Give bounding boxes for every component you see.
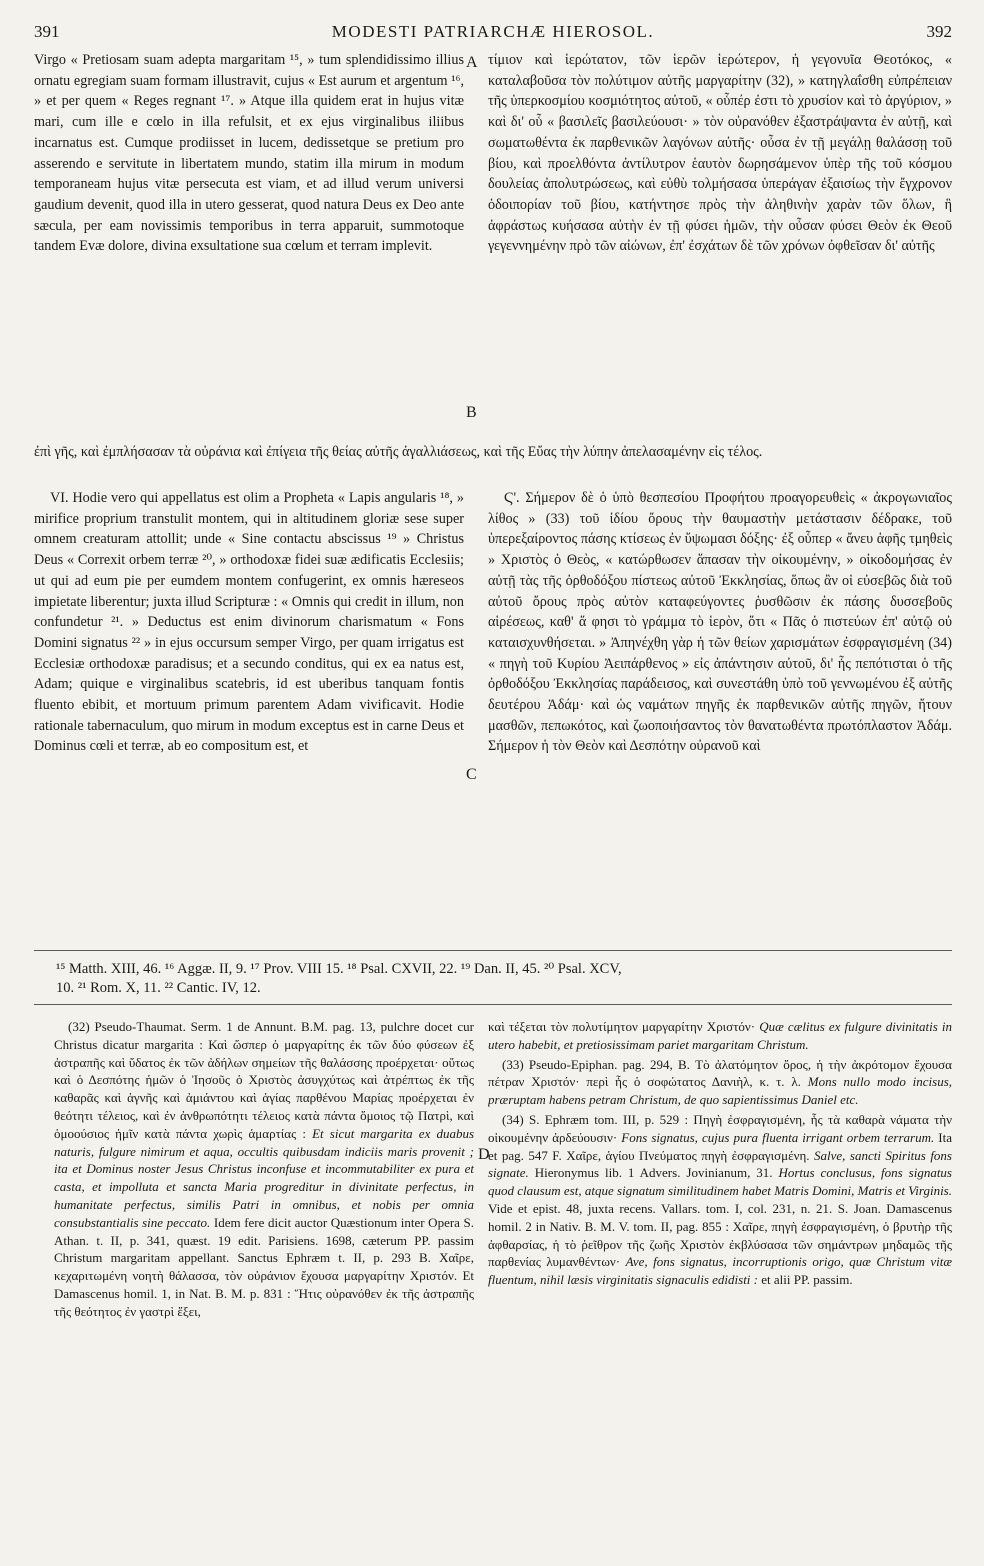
latin-column-mid [34, 488, 464, 940]
running-title: MODESTI PATRIARCHÆ HIEROSOL. [331, 22, 655, 41]
scripture-references [56, 960, 952, 998]
note-32-latin: Et sicut margarita ex duabus naturis, fulgure nimirum et aqua, occultis quibusdam indiciis maris provenit ; ita et Dominus noster Jesus Christus inconfuse et incommutabiliter ex pura et casta, et impolluta et sancta Maria progreditur in divinitate perfectus, in humanitate perfectus, similis Patri in omnibus, et nobis per omnia consubstantialis sine peccato. [54, 1125, 474, 1230]
note-34-latin-3: Hortus conclusus, fons signatus quod clausum est, atque signatum similitudinem habet Matris Domini, Matris et Virginis. [488, 1165, 952, 1199]
page-number-right: 392 [926, 22, 952, 41]
note-32 [54, 1018, 474, 1321]
scripture-refs-line-2: 10. ²¹ Rom. X, 11. ²² Cantic. IV, 12. [56, 980, 261, 996]
note-32-right-latin: Quæ cælitus ex fulgure divinitatis in utero habebit, et pretiosissimam pariet margaritam Christum. [488, 1019, 952, 1052]
note-34-end: et alii PP. passim. [761, 1272, 853, 1288]
page-number-left: 391 [34, 22, 60, 41]
greek-paragraph-6: Ϛ'. Σήμερον δὲ ὁ ὑπὸ θεσπεσίου Προφήτου προαγορευθεὶς « ἀκρογωνιαῖος λίθος » (33) τοῦ ἰδίου ὄρους τὴν θαυμαστὴν μετάστασιν δέδρακε, τοῦ ὑπερεξαίροντος πάσης κτίσεως ἐν ὕψωμασι δόξης· ἐξ οὗπερ « ἄνευ ἁφῆς τμηθεὶς » Χριστὸς ὁ Θεὸς, « κατώρθωσεν ἅπασαν τὴν οἰκουμένην, » οἰκοδομήσας ἐν αὐτῇ τὰς τῆς ὀρθοδόξου πίστεως αὐτοῦ Ἐκκλησίας, ὅπως ἂν οἱ εὐσεβῶς διὰ τοῦ αὐτοῦ ὄρους πρὸς αὐτὸν καταφεύγοντες ῥυσθῶσιν ἐκ πάσης δυσσεβοῦς αἱρέσεως, καθ' ἅ φησι τὸ γράμμα τὸ ἱερὸν, ὅτι « Πᾶς ὁ πιστεύων ἐπ' αὐτῷ οὐ καταισχυνθήσεται. » Ἀπηνέχθη γὰρ ἡ τῶν θείων χαρισμάτων ἐσφραγισμένη (34) « πηγὴ τοῦ Κυρίου Ἀειπάρθενος » εἰς ἀπάντησιν αὐτοῦ, δι' ἧς πεπότισται ὁ τῆς ὀρθοδόξου Ἐκκλησίας παράδεισος, καὶ συνεστάθη ὑπὸ τοῦ γεννωμένου ἐξ αὐτῆς δευτέρου Ἀδάμ· καὶ ὡς ναμάτων πηγῆς ἐκ παρθενικῶν αὐτῆς πηγῶν, ἤτουν μασθῶν, πεπωκότος, καὶ ζωοποιήσαντος τὸν θανατωθέντα πρωτόπλαστον Ἀδάμ. Σήμερον ἡ τὸν Θεὸν καὶ Δεσπότην οὐρανοῦ καὶ [488, 490, 952, 755]
note-32-text: (32) Pseudo-Thaumat. Serm. 1 de Annunt. B.M. pag. 13, pulchre docet cur Christus dicatur margarita : Καὶ ὥσπερ ὁ μαργαρίτης ἐκ τῶν δύο φύσεων ἐξ ἀστραπῆς καὶ ὕδατος ἐκ τῶν ἀδήλων σημείων τῆς θαλάσσης προέρχεται· οὕτως καὶ ὁ Δεσπότης ἡμῶν ὁ Ἰησοῦς ὁ Χριστὸς ἀσυγχύτως καὶ ἀτρέπτως ἐκ τῆς καθαρᾶς καὶ ἁγνῆς καὶ ἀμιάντου καὶ ἁγίας παρθένου Μαρίας προέρχεται ἐν θεότητι τέλειος, καὶ ἐν ἀνθρωπότητι τέλειος κατὰ πάντα ὅμοιος τῷ Πατρὶ, καὶ ὁμοούσιος ἡμῖν κατὰ πάντα χωρὶς ἁμαρτίας : [54, 1019, 474, 1141]
note-34-latin-1: Fons signatus, cujus pura fluenta irrigant orbem terrarum. [621, 1129, 935, 1145]
note-33-text: (33) Pseudo-Epiphan. pag. 294, B. Τὸ ἀλατόμητον ὄρος, ἡ τὴν ἀκρότομον ἔχουσα πέτραν Χριστόν· περὶ ἧς ὁ σοφώτατος Δανιὴλ, κ. τ. λ. [488, 1056, 952, 1090]
note-34-latin-4: Ave, fons signatus, incorruptionis origo, quæ Christum vitæ fluentum, nihil læsis virginitatis signaculis edidisti : [488, 1254, 952, 1288]
scripture-refs-line-1: ¹⁵ Matth. XIII, 46. ¹⁶ Aggæ. II, 9. ¹⁷ Prov. VIII 15. ¹⁸ Psal. CXVII, 22. ¹⁹ Dan. II, 45. ²⁰ Psal. XCV, [56, 961, 622, 977]
greek-column-top [488, 50, 952, 462]
latin-column-top [34, 50, 464, 450]
notes-column-right [488, 1018, 952, 1538]
margin-letter-d: D [478, 1146, 490, 1163]
note-34-tail: Vide et epist. 48, juxta recens. Vallars. tom. I, col. 231, n. 21. S. Joan. Damascenus homil. 2 in Nativ. B. M. V. tom. II, pag. 855 : Χαῖρε, πηγὴ ἐσφραγισμένη, ὁ βρυτὴρ τῆς ἀφθαρσίας, ἡ τὸ ῥεῖθρον τῆς ζωῆς Χριστὸν ἐκβλύσασα τῶν σημάντρων μηδαμῶς τῆς παρθενίας λυμανθέντων· [488, 1200, 952, 1270]
greek-continuation-text: ἐπὶ γῆς, καὶ ἐμπλήσασαν τὰ οὐράνια καὶ ἐπίγεια τῆς θείας αὐτῆς ἀγαλλιάσεως, καὶ τῆς Εὔας τὴν λύπην ἀπελασαμένην εἰς τέλος. [34, 444, 763, 460]
page-header [34, 10, 952, 50]
margin-letter-b: B [466, 404, 477, 421]
note-34-latin-2: Salve, sancti Spiritus fons signate. [488, 1147, 952, 1181]
note-32-continued [488, 1018, 952, 1054]
margin-letter-c: C [466, 766, 477, 783]
latin-paragraph-5: Virgo « Pretiosam suam adepta margaritam ¹⁵, » tum splendidissimo illius ornatu egregiam suam formam illustravit, cujus « Est aurum et argentum ¹⁶, » et per quem « Reges regnant ¹⁷. » Atque illa quidem erat in hujus vitæ mari, cum ille e cœlo in illa refulsit, et ex ejus virginalibus iliibus incarnatus est. Cumque prodiisset in lucem, dedissetque se pretium pro asserendo e servitute in libertatem mundo, statim illa mirum in modum temporaneam hujus vitæ persecuta est viam, et ad illud verum universi gaudium devenit, quod illa in utero gesserat, quod natura Deus ex Deo ante sæcula, per eam novissimis temporibus in terra apparuit, summotoque tandem Evæ dolore, divina exsultatione sua cœlum et terram implevit. [34, 52, 464, 255]
latin-paragraph-6: VI. Hodie vero qui appellatus est olim a Propheta « Lapis angularis ¹⁸, » mirifice proprium transtulit montem, qui in altitudinem gloriæ sese super omnem creaturam attollit; unde « Sine contactu abscissus ¹⁹ » Christus Deus « Correxit orbem terræ ²⁰, » orthodoxæ fidei suæ ædificatis Ecclesiis; ut qui ad eum pie per eumdem montem confugerint, ex omnis hæreseos impietate liberentur; juxta illud Scripturæ : « Omnis qui credit in illum, non confundetur ²¹. » Deductus est enim divinorum charismatum « Fons Domini signatus ²² » in ejus occursum semper Virgo, per quam irrigatus est Ecclesiæ orthodoxæ paradisus; et a secundo conditus, qui ex ea natus est, Adam; quique e virginalibus scatebris, id est uberibus tanquam fontis fluento ebibit, et mortuum primum parentem Adam vivificavit. Hodie rationale tabernaculum, quo mirum in modum exceptus est in carne Deus et Dominus cœli et terræ, ab eo compositum est, et [34, 490, 464, 755]
margin-letter-a: A [466, 54, 478, 71]
note-34 [488, 1111, 952, 1289]
note-34-mid-2: Hieronymus lib. 1 Advers. Jovinianum, 31. [534, 1165, 773, 1181]
note-33 [488, 1056, 952, 1109]
greek-paragraph-5: τίμιον καὶ ἱερώτατον, τῶν ἱερῶν ἱερώτερον, ἡ γεγονυῖα Θεοτόκος, « καταλαβοῦσα τὸν πολύτιμον αὐτῆς μαργαρίτην (32), » κατηγλαΐσθη εὐπρέπειαν τῆς ὑπερκοσμίου κοσμιότητος αὐτοῦ, « οὗπέρ ἐστι τὸ χρυσίον καὶ τὸ ἀργύριον, » καὶ δι' οὗ « βασιλεῖς βασιλεύουσι· » τὸν οὐρανόθεν ἐξαστράψαντα ἐν αὐτῇ, καὶ σωματωθέντα ἐκ παρθενικῶν λαγόνων αὐτῆς· οὖσα ἐν τῇ μεγάλῃ θαλάσσῃ τοῦ βίου, καὶ προελθόντα ἀντίλυτρον ἑαυτὸν δωρησάμενον ὑπὲρ τῆς τοῦ κόσμου δουλείας ἀπολυτρώσεως, καὶ εὐθὺ τολμήσασα ὑπεράγαν ἐξαισίως τὴν ἔγχρονον ὁδοιπορίαν τοῦ βίου, κατήντησε πρὸς τὴν ἀληθινὴν χαρὰν τῶν ὅλων, ἣ ἀφράστως κυήσασα αὐτὴν ἐν τῇ φύσει ἡμῶν, τὴν οὖσαν φύσει Θεὸν ἐκ Θεοῦ γεγεννημένην πρὸ τῶν αἰώνων, ἐπ' ἐσχάτων δὲ τῶν χρόνων ὀφθεῖσαν δι' αὐτῆς [488, 52, 952, 255]
note-34-mid: Ita et pag. 547 F. Χαῖρε, ἁγίου Πνεύματος πηγὴ ἐσφραγισμένη. [488, 1129, 952, 1163]
note-32-right-text: καὶ τέξεται τὸν πολυτίμητον μαργαρίτην Χριστόν· [488, 1019, 756, 1034]
greek-continuation [34, 442, 952, 463]
greek-column-mid [488, 488, 952, 940]
note-32-tail: Idem fere dicit auctor Quæstionum inter Opera S. Athan. t. II, p. 341, quæst. 19 edit. Parisiens. 1698, cæterum PP. passim Christum margaritam appellant. Sanctus Ephræm t. II, p. 293 B. Χαῖρε, κεχαριτωμένη νοητὴ θάλασσα, τὸν οὐράνιον ἔχουσα μαργαρίτην Χριστόν. Et Damascenus homil. 1, in Nat. B. M. p. 831 : Ἥτις οὐρανόθεν ἐκ τῆς ἀστραπῆς τῆς θεότητος ἐν γαστρὶ ἕξει, [54, 1214, 474, 1319]
notes-column-left [54, 1018, 474, 1538]
separator-rule-notes [34, 1004, 952, 1005]
separator-rule-refs [34, 950, 952, 951]
note-34-text: (34) S. Ephræm tom. III, p. 529 : Πηγὴ ἐσφραγισμένη, ἧς τὰ καθαρὰ νάματα τὴν οἰκουμένην ἀρδεύουσιν· [488, 1111, 952, 1145]
note-33-latin: Mons nullo modo incisus, præruptam habens petram Christum, de quo sapientissimus Daniel etc. [488, 1074, 952, 1108]
